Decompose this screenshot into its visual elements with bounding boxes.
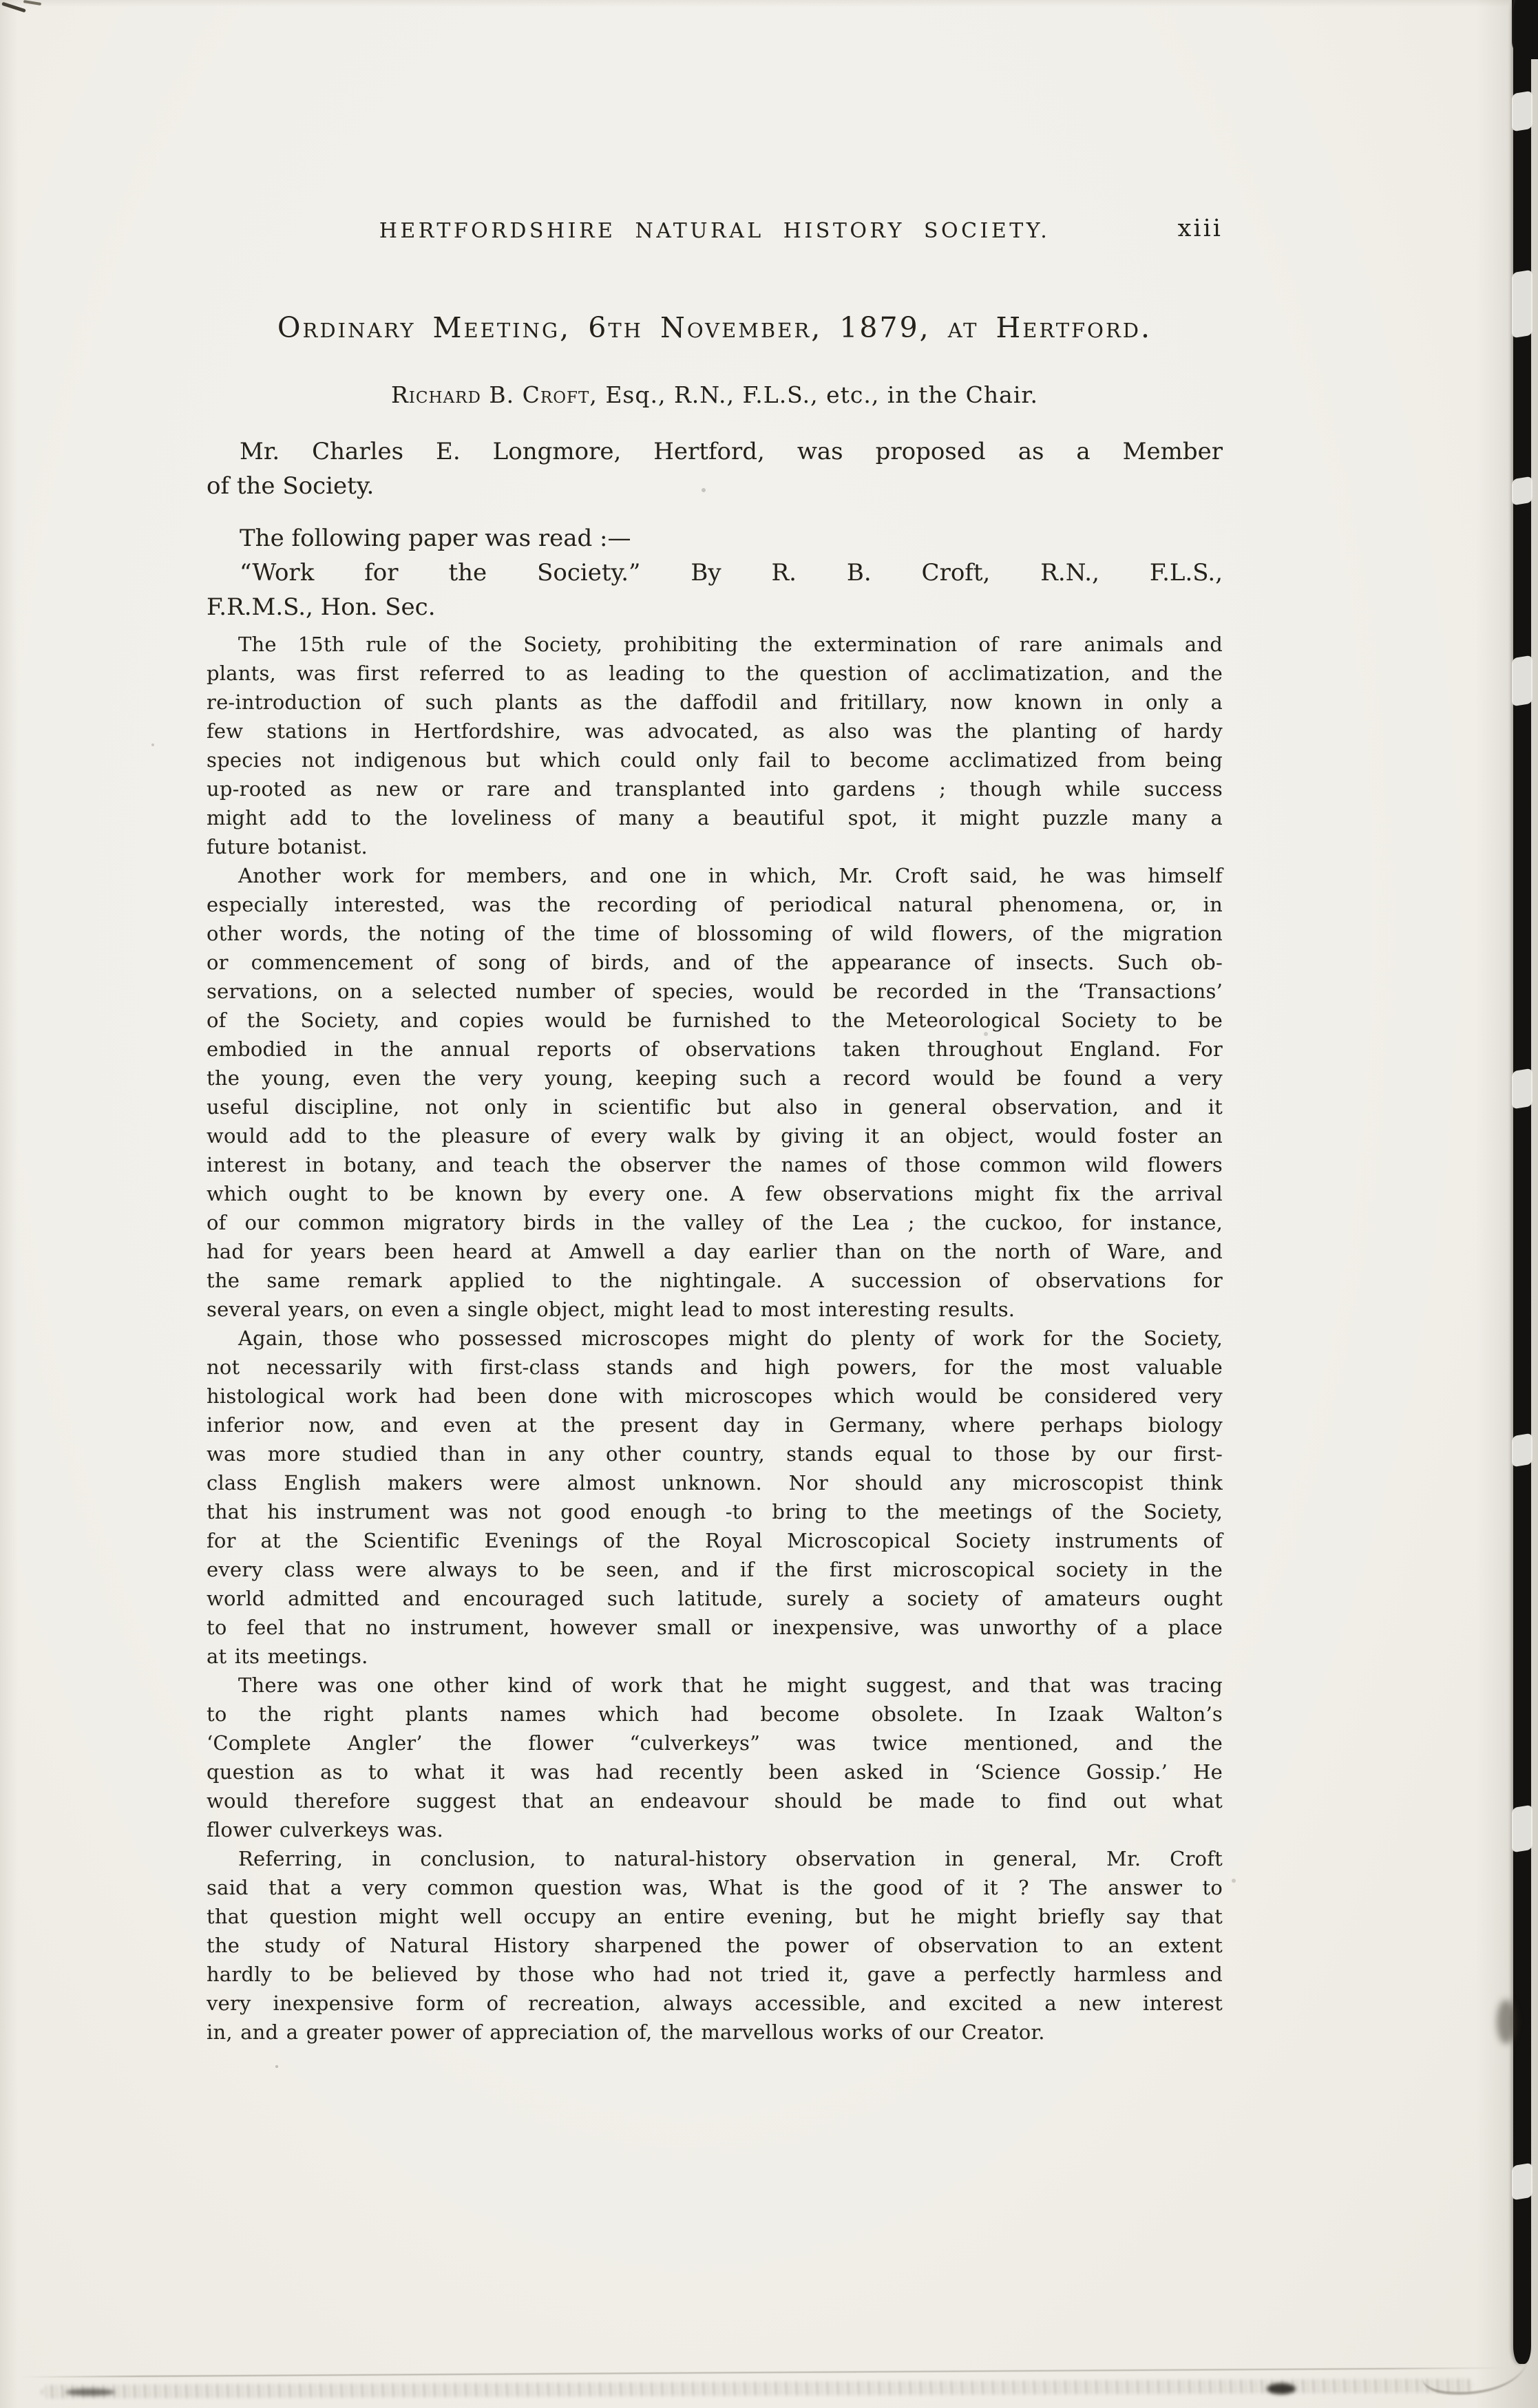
body-line: inferior now, and even at the present day in Germany, where perhaps biology <box>207 1413 1223 1437</box>
body-line: of our common migratory birds in the valley of the Lea ; the cuckoo, for instance, <box>207 1211 1223 1234</box>
body-line: There was one other kind of work that he might suggest, and that was tracing <box>238 1673 1223 1697</box>
paper-read-line: The following paper was read :— <box>240 525 631 552</box>
body-line: servations, on a selected number of species, would be recorded in the ‘Transactions’ <box>207 980 1223 1003</box>
body-line: flower culverkeys was. <box>207 1818 443 1841</box>
paper-title-line: F.R.M.S., Hon. Sec. <box>207 593 436 621</box>
scan-edge-notch <box>1512 1433 1532 1468</box>
body-line: interest in botany, and teach the observer the names of those common wild flowers <box>207 1153 1223 1176</box>
page-number: xiii <box>1177 215 1223 242</box>
scan-edge-notch <box>1512 655 1532 707</box>
body-line: ‘Complete Angler’ the flower “culverkeys” was twice mentioned, and the <box>207 1731 1223 1755</box>
body-line: not necessarily with first-class stands and high powers, for the most valuable <box>207 1355 1223 1379</box>
proposal-line: of the Society. <box>207 472 375 500</box>
scan-edge-notch <box>1512 270 1532 339</box>
scan-corner-mark <box>1 2 26 13</box>
body-line: embodied in the annual reports of observations taken throughout England. For <box>207 1037 1223 1061</box>
body-line: future botanist. <box>207 835 368 858</box>
scan-edge-right <box>1513 0 1531 2364</box>
body-line: question as to what it was had recently been asked in ‘Science Gossip.’ He <box>207 1760 1223 1784</box>
body-line: plants, was first referred to as leading to the question of acclimatization, and the <box>207 662 1223 685</box>
chair-line <box>207 381 1223 408</box>
body-line: Another work for members, and one in which, Mr. Croft said, he was himself <box>238 864 1223 887</box>
body-line: that his instrument was not good enough -to bring to the meetings of the Society, <box>207 1500 1223 1523</box>
paragraph <box>207 630 1223 861</box>
running-header <box>207 215 1223 251</box>
scan-bottom-line <box>19 2367 1506 2378</box>
chair-rest: , Esq., R.N., F.L.S., etc., in the Chair. <box>589 381 1039 408</box>
body-line: the study of Natural History sharpened the power of observation to an extent <box>207 1934 1223 1957</box>
body-line: Referring, in conclusion, to natural-history observation in general, Mr. Croft <box>238 1847 1223 1870</box>
body-line: for at the Scientific Evenings of the Royal Microscopical Society instruments of <box>207 1529 1223 1552</box>
body-line: class English makers were almost unknown. Nor should any microscopist think <box>207 1471 1223 1495</box>
body-line: would add to the pleasure of every walk by giving it an object, would foster an <box>207 1124 1223 1148</box>
scan-corner-mark <box>23 0 41 6</box>
paper-title-line: “Work for the Society.” By R. B. Croft, R.N., F.L.S., <box>240 559 1223 587</box>
body-line: Again, those who possessed microscopes might do plenty of work for the Society, <box>238 1327 1223 1350</box>
body-line: several years, on even a single object, might lead to most interesting results. <box>207 1298 1015 1321</box>
body-line: might add to the loveliness of many a beautiful spot, it might puzzle many a <box>207 806 1223 830</box>
paragraph <box>207 1324 1223 1671</box>
body-line: which ought to be known by every one. A few observations might fix the arrival <box>207 1182 1223 1205</box>
body-line: world admitted and encouraged such latitude, surely a society of amateurs ought <box>207 1587 1223 1610</box>
scan-bottom-smudge-dark <box>65 2389 115 2396</box>
body-line: had for years been heard at Amwell a day earlier than on the north of Ware, and <box>207 1240 1223 1263</box>
scan-edge-notch <box>1512 1805 1532 1853</box>
scan-edge-notch <box>1512 2163 1532 2201</box>
body-line: useful discipline, not only in scientific but also in general observation, and it <box>207 1095 1223 1119</box>
body-line: histological work had been done with microscopes which would be considered very <box>207 1384 1223 1408</box>
body-line: few stations in Hertfordshire, was advocated, as also was the planting of hardy <box>207 719 1223 743</box>
body-line: The 15th rule of the Society, prohibiting the extermination of rare animals and <box>238 633 1223 656</box>
meeting-heading: Ordinary Meeting, 6th November, 1879, at Hertford. <box>277 311 1152 344</box>
paragraph <box>207 1671 1223 1844</box>
body-line: up-rooted as new or rare and transplanted into gardens ; though while success <box>207 777 1223 801</box>
body-line: re-introduction of such plants as the daffodil and fritillary, now known in only a <box>207 690 1223 714</box>
body-line: at its meetings. <box>207 1645 368 1668</box>
intro-section <box>207 434 1223 624</box>
scan-corner-curl <box>1421 2332 1530 2402</box>
body-line: said that a very common question was, What is the good of it ? The answer to <box>207 1876 1223 1899</box>
body-line: especially interested, was the recording of periodical natural phenomena, or, in <box>207 893 1223 916</box>
body-line: to the right plants names which had become obsolete. In Izaak Walton’s <box>207 1702 1223 1726</box>
chair-name: Richard B. Croft <box>390 381 590 408</box>
body-text <box>207 630 1223 2047</box>
body-line: or commencement of song of birds, and of the appearance of insects. Such ob- <box>207 951 1223 974</box>
body-line: species not indigenous but which could only fail to become acclimatized from being <box>207 748 1223 772</box>
body-line: of the Society, and copies would be furnished to the Meteorological Society to be <box>207 1008 1223 1032</box>
scan-bottom-smudge-dark <box>1267 2383 1296 2394</box>
scan-specks <box>275 2065 278 2068</box>
body-line: that question might well occupy an entire evening, but he might briefly say that <box>207 1905 1223 1928</box>
paragraph <box>207 1844 1223 2047</box>
proposal-line: Mr. Charles E. Longmore, Hertford, was proposed as a Member <box>240 438 1223 465</box>
paragraph <box>207 861 1223 1324</box>
scan-edge-notch <box>1512 476 1532 506</box>
running-header-title: HERTFORDSHIRE NATURAL HISTORY SOCIETY. <box>379 219 1051 243</box>
text-block <box>207 215 1223 2047</box>
body-line: in, and a greater power of appreciation of, the marvellous works of our Creator. <box>207 2020 1045 2044</box>
body-line: would therefore suggest that an endeavour should be made to find out what <box>207 1789 1223 1813</box>
scan-bottom-smudge <box>41 2378 1473 2398</box>
scan-edge-notch <box>1512 1068 1532 1110</box>
body-line: the young, even the very young, keeping such a record would be found a very <box>207 1066 1223 1090</box>
scan-edge-notch <box>1512 91 1532 132</box>
body-line: very inexpensive form of recreation, always accessible, and excited a new interest <box>207 1992 1223 2015</box>
body-line: to feel that no instrument, however small or inexpensive, was unworthy of a place <box>207 1616 1223 1639</box>
body-line: hardly to be believed by those who had not tried it, gave a perfectly harmless and <box>207 1963 1223 1986</box>
body-line: other words, the noting of the time of blossoming of wild flowers, of the migration <box>207 922 1223 945</box>
scan-edge-blob <box>1497 2000 1516 2044</box>
body-line: every class were always to be seen, and if the first microscopical society in the <box>207 1558 1223 1581</box>
body-line: the same remark applied to the nightingale. A succession of observations for <box>207 1269 1223 1292</box>
body-line: was more studied than in any other country, stands equal to those by our first- <box>207 1442 1223 1466</box>
